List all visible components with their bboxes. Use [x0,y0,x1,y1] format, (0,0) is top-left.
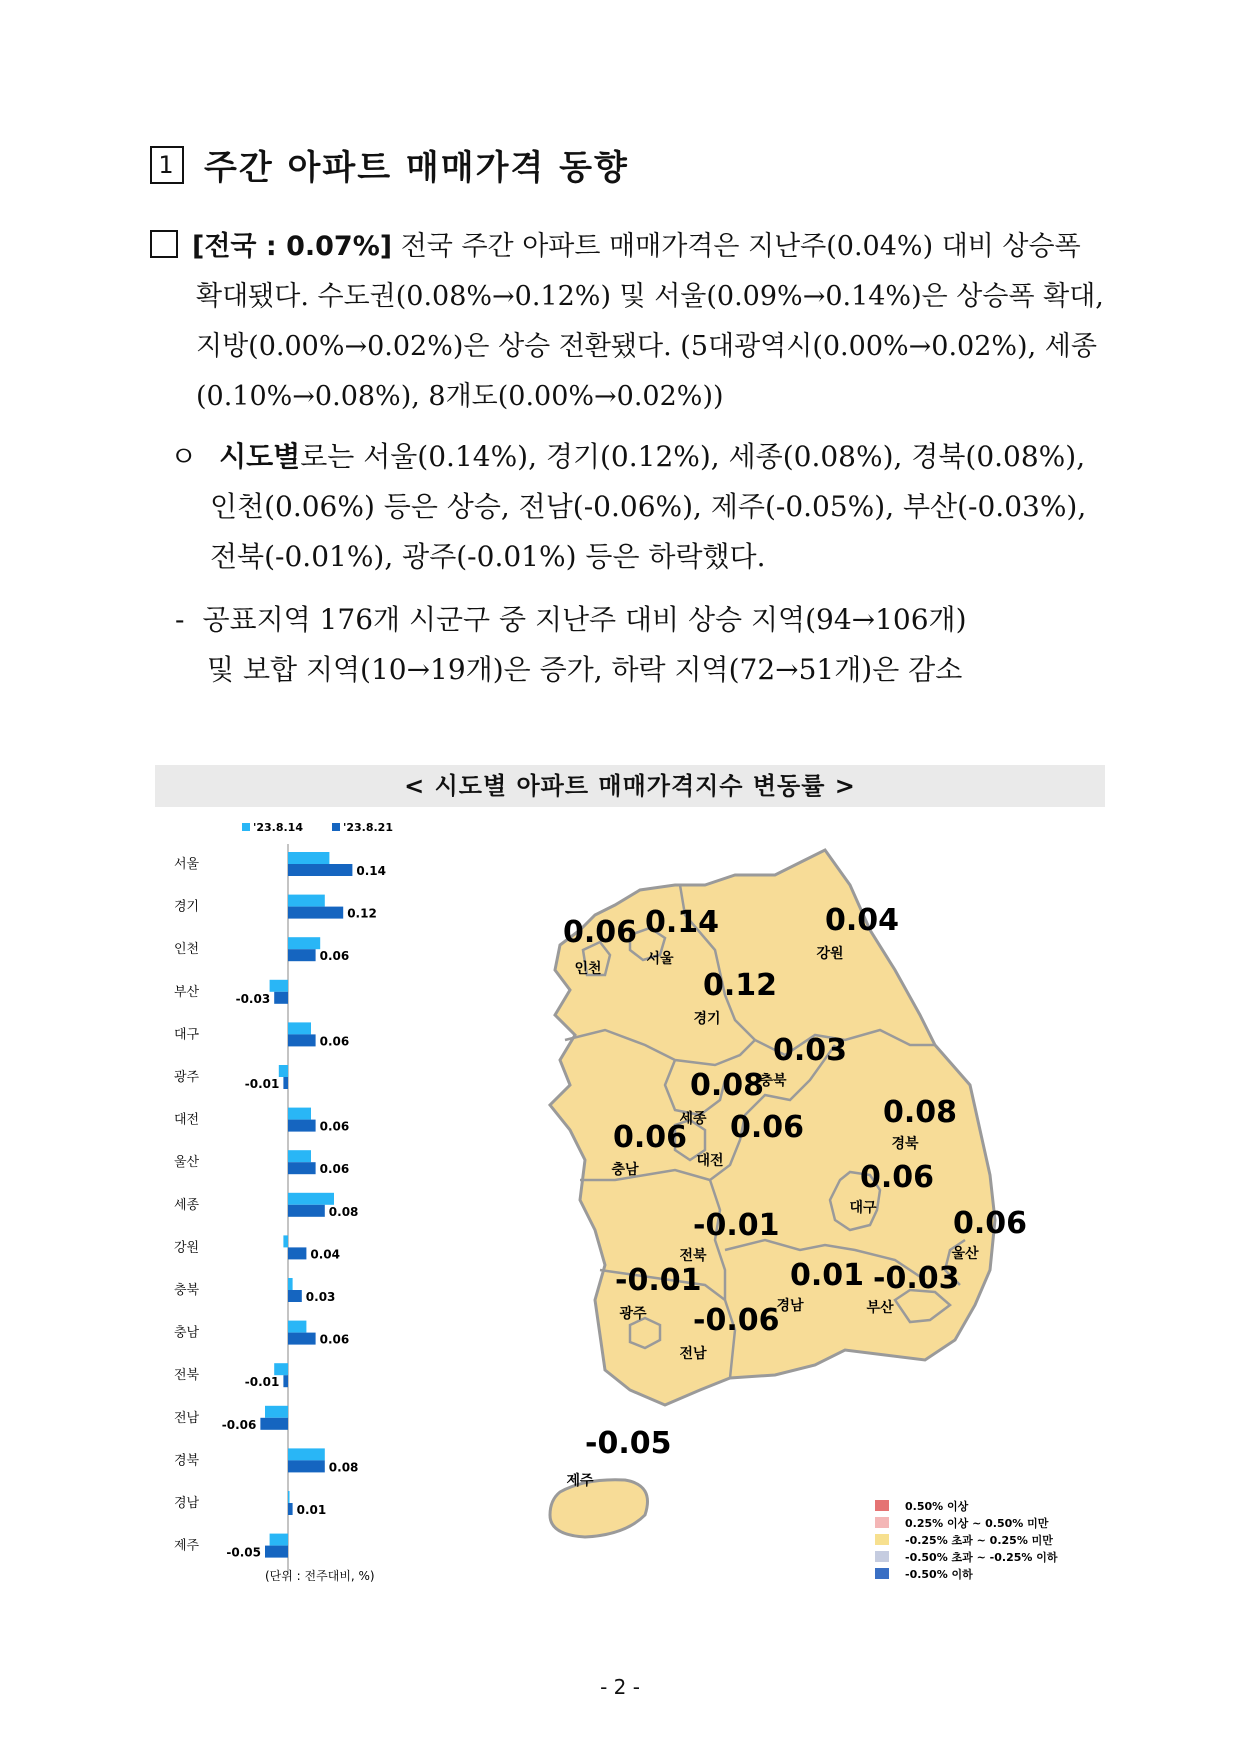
value-label: 0.06 [319,949,350,964]
value-label: 0.01 [296,1503,327,1517]
region-name: 전남 [679,1346,707,1362]
region-name: 충남 [611,1162,639,1178]
map-legend-swatch [875,1500,889,1511]
bar-1 [288,949,316,961]
para1-line2: 확대됐다. 수도권(0.08%→0.12%) 및 서울(0.09%→0.14%)은 상승폭 확대, [196,281,1104,312]
bar-1 [288,907,343,919]
para3-line2: 및 보합 지역(10→19개)은 증가, 하락 지역(72→51개)은 감소 [207,653,963,686]
bar-1 [260,1418,288,1430]
bar-0 [288,1150,311,1162]
value-label: -0.06 [221,1417,257,1432]
category-label: 전북 [174,1368,200,1384]
page-number: - 2 - [600,1675,640,1699]
para2-bold: 시도별 [219,440,301,473]
region-value: 0.12 [703,968,778,1003]
map-legend-swatch [875,1568,889,1579]
bar-1 [288,1247,306,1259]
category-label: 경기 [174,899,200,915]
bar-0 [288,1321,306,1333]
map-legend-swatch [875,1517,889,1528]
section-number: 1 [150,146,184,184]
region-name: 전북 [679,1248,707,1264]
value-label: 0.03 [305,1290,336,1304]
bar-1 [288,1333,316,1345]
bar-1 [288,1503,293,1515]
section-title-text: 주간 아파트 매매가격 동향 [204,148,629,188]
region-name: 서울 [646,951,674,967]
bar-0 [265,1406,288,1418]
bar-1 [265,1546,288,1558]
value-label: 0.12 [347,906,377,921]
region-name: 충북 [759,1073,787,1089]
region-value: -0.01 [693,1208,780,1243]
category-label: 경북 [174,1453,200,1469]
bar-1 [288,1120,316,1132]
bar-0 [288,895,325,907]
region-name: 울산 [951,1246,979,1262]
region-value: 0.06 [953,1206,1028,1241]
bar-1 [288,1205,325,1217]
value-label: -0.01 [244,1077,280,1091]
region-name: 제주 [566,1473,594,1489]
bar-1 [288,1034,316,1046]
legend-swatch-0 [242,823,250,831]
para2-line3: 전북(-0.01%), 광주(-0.01%) 등은 하락했다. [210,540,766,573]
para1-line4: (0.10%→0.08%), 8개도(0.00%→0.02%)) [196,381,724,412]
bar-0 [279,1065,288,1077]
bar-0 [270,1534,288,1546]
para1 [150,222,1104,422]
region-name: 경남 [776,1298,804,1314]
region-value: 0.08 [690,1068,765,1103]
region-name: 광주 [619,1306,647,1322]
chart-legend [242,821,393,834]
map-legend-label: -0.50% 초과 ~ -0.25% 이하 [905,1551,1058,1564]
legend-swatch-1 [332,823,340,831]
region-name: 대구 [849,1200,877,1216]
region-name: 대전 [696,1153,724,1169]
bar-0 [288,1108,311,1120]
bar-0 [288,1491,290,1503]
category-label: 세종 [174,1197,200,1213]
category-label: 대구 [174,1027,200,1043]
para3-text1: 공표지역 176개 시군구 중 지난주 대비 상승 지역(94→106개) [202,603,967,636]
map-jeju [550,1480,648,1537]
value-label: 0.06 [319,1332,350,1347]
category-label: 부산 [174,984,200,1000]
category-label: 강원 [174,1240,200,1256]
category-label: 충북 [174,1283,200,1298]
map-legend-label: 0.50% 이상 [905,1500,969,1513]
bullet-circle-icon: ㅇ [170,440,198,473]
category-label: 충남 [174,1325,200,1341]
value-label: -0.05 [226,1545,261,1560]
figure-caption: < 시도별 아파트 매매가격지수 변동률 > [155,765,1105,807]
para1-line3: 지방(0.00%→0.02%)은 상승 전환됐다. (5대광역시(0.00%→0.02%), 세종 [196,331,1097,362]
category-label: 전남 [174,1410,200,1426]
value-label: 0.08 [328,1204,359,1219]
bar-1 [274,992,288,1004]
value-label: 0.14 [356,864,387,878]
category-label: 광주 [174,1070,200,1085]
bar-0 [288,937,320,949]
category-label: 경남 [174,1496,200,1511]
checkbox-square-icon [150,230,178,258]
region-value: 0.06 [563,915,638,950]
bar-0 [274,1363,288,1375]
para2-line1 [170,432,1086,482]
legend-label-1: '23.8.21 [343,821,393,834]
region-value: -0.05 [585,1426,672,1461]
para2-text1: 로는 서울(0.14%), 경기(0.12%), 세종(0.08%), 경북(0.08%), [300,440,1086,473]
region-name: 인천 [574,961,602,977]
value-label: 0.06 [319,1119,350,1134]
bar-1 [288,864,352,876]
category-label: 인천 [174,942,200,958]
map-legend-swatch [875,1551,889,1562]
legend-label-0: '23.8.14 [253,821,303,834]
bar-1 [288,1162,316,1174]
map-legend-label: -0.25% 초과 ~ 0.25% 미만 [905,1534,1053,1547]
region-name: 부산 [866,1300,894,1316]
bar-0 [288,1448,325,1460]
dash-bullet: - [175,603,185,636]
bar-0 [288,1193,334,1205]
section-title [150,140,629,189]
value-label: 0.04 [310,1247,341,1262]
region-value: 0.06 [730,1110,805,1145]
chart-bars [174,844,386,1574]
region-value: 0.06 [613,1120,688,1155]
bar-1 [288,1290,302,1302]
value-label: -0.03 [235,991,271,1006]
region-name: 경기 [693,1011,721,1027]
region-value: -0.01 [615,1263,702,1298]
category-label: 서울 [174,857,200,872]
region-value: 0.06 [860,1160,935,1195]
region-name: 경북 [891,1136,919,1152]
map-legend [875,1499,1058,1581]
region-value: 0.04 [825,903,900,938]
bar-1 [283,1375,288,1387]
region-value: -0.06 [693,1303,780,1338]
para2-line2: 인천(0.06%) 등은 상승, 전남(-0.06%), 제주(-0.05%), 부산(-0.03%), [210,490,1087,523]
category-label: 제주 [174,1538,200,1554]
region-value: 0.14 [645,905,720,940]
unit-note: (단위 : 전주대비, %) [265,1569,375,1583]
para1-line1 [150,222,1104,272]
bar-0 [283,1235,288,1247]
map-legend-label: -0.50% 이하 [905,1568,973,1581]
bar-0 [288,1278,293,1290]
bar-0 [288,1022,311,1034]
bar-chart [160,810,460,1610]
region-value: 0.08 [883,1095,958,1130]
bar-0 [288,852,329,864]
region-name: 세종 [679,1111,707,1127]
para3 [175,595,967,695]
para1-bold: [전국 : 0.07%] [192,231,393,262]
value-label: 0.06 [319,1162,350,1177]
value-label: 0.06 [319,1034,350,1049]
region-value: -0.03 [873,1261,960,1296]
category-label: 대전 [174,1112,200,1128]
bar-0 [270,980,288,992]
para1-text1: 전국 주간 아파트 매매가격은 지난주(0.04%) 대비 상승폭 [392,231,1081,262]
value-label: 0.08 [328,1460,359,1475]
map-legend-swatch [875,1534,889,1545]
para3-line1 [175,595,967,645]
value-label: -0.01 [244,1375,280,1390]
region-value: 0.03 [773,1033,848,1068]
region-value: 0.01 [790,1258,865,1293]
korea-map [525,830,1085,1610]
map-legend-label: 0.25% 이상 ~ 0.50% 미만 [905,1517,1049,1530]
para2 [170,432,1086,582]
bar-1 [283,1077,288,1089]
region-name: 강원 [816,946,844,962]
bar-1 [288,1460,325,1472]
category-label: 울산 [174,1155,200,1171]
